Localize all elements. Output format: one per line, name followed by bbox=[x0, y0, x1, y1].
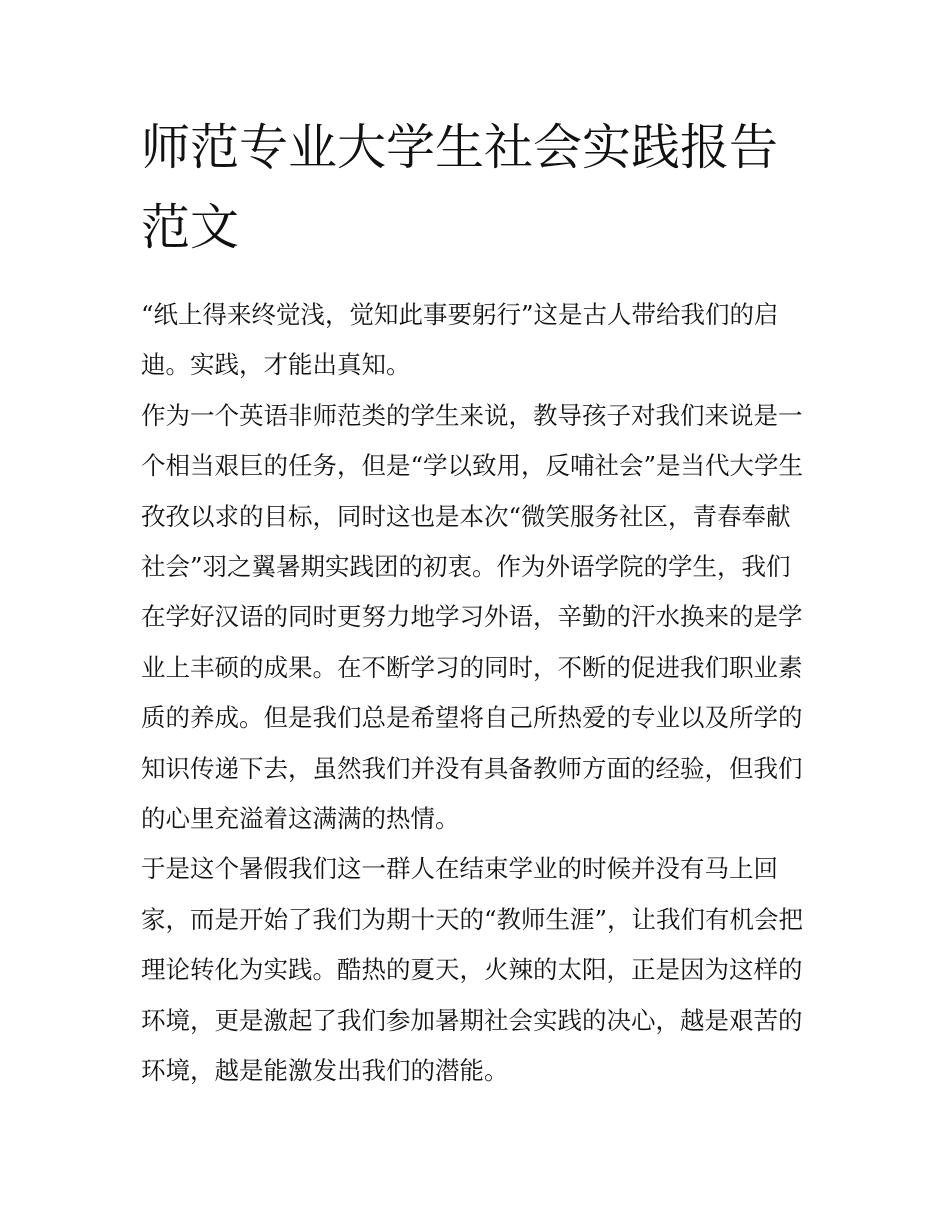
paragraph-summer-practice: 于是这个暑假我们这一群人在结束学业的时候并没有马上回家，而是开始了我们为期十天的“教师生涯”，让我们有机会把理论转化为实践。酷热的夏天，火辣的太阳，正是因为这样的环境，更是激起了我们参加暑期社会实践的决心，越是艰苦的环境，越是能激发出我们的潜能。 bbox=[141, 854, 804, 1086]
paragraph-intro: “纸上得来终觉浅，觉知此事要躬行”这是古人带给我们的启迪。实践，才能出真知。 bbox=[141, 300, 779, 380]
document-title: 师范专业大学生社会实践报告范文 bbox=[141, 119, 779, 256]
document-body bbox=[141, 108, 813, 1097]
paragraph-motivation: 作为一个英语非师范类的学生来说，教导孩子对我们来说是一个相当艰巨的任务，但是“学以致用，反哺社会”是当代大学生孜孜以求的目标，同时这也是本次“微笑服务社区，青春奉献社会”羽之翼暑期实践团的初衷。作为外语学院的学生，我们在学好汉语的同时更努力地学习外语，辛勤的汗水换来的是学业上丰硕的成果。在不断学习的同时，不断的促进我们职业素质的养成。但是我们总是希望将自己所热爱的专业以及所学的知识传递下去，虽然我们并没有具备教师方面的经验，但我们的心里充溢着这满满的热情。 bbox=[141, 400, 804, 834]
